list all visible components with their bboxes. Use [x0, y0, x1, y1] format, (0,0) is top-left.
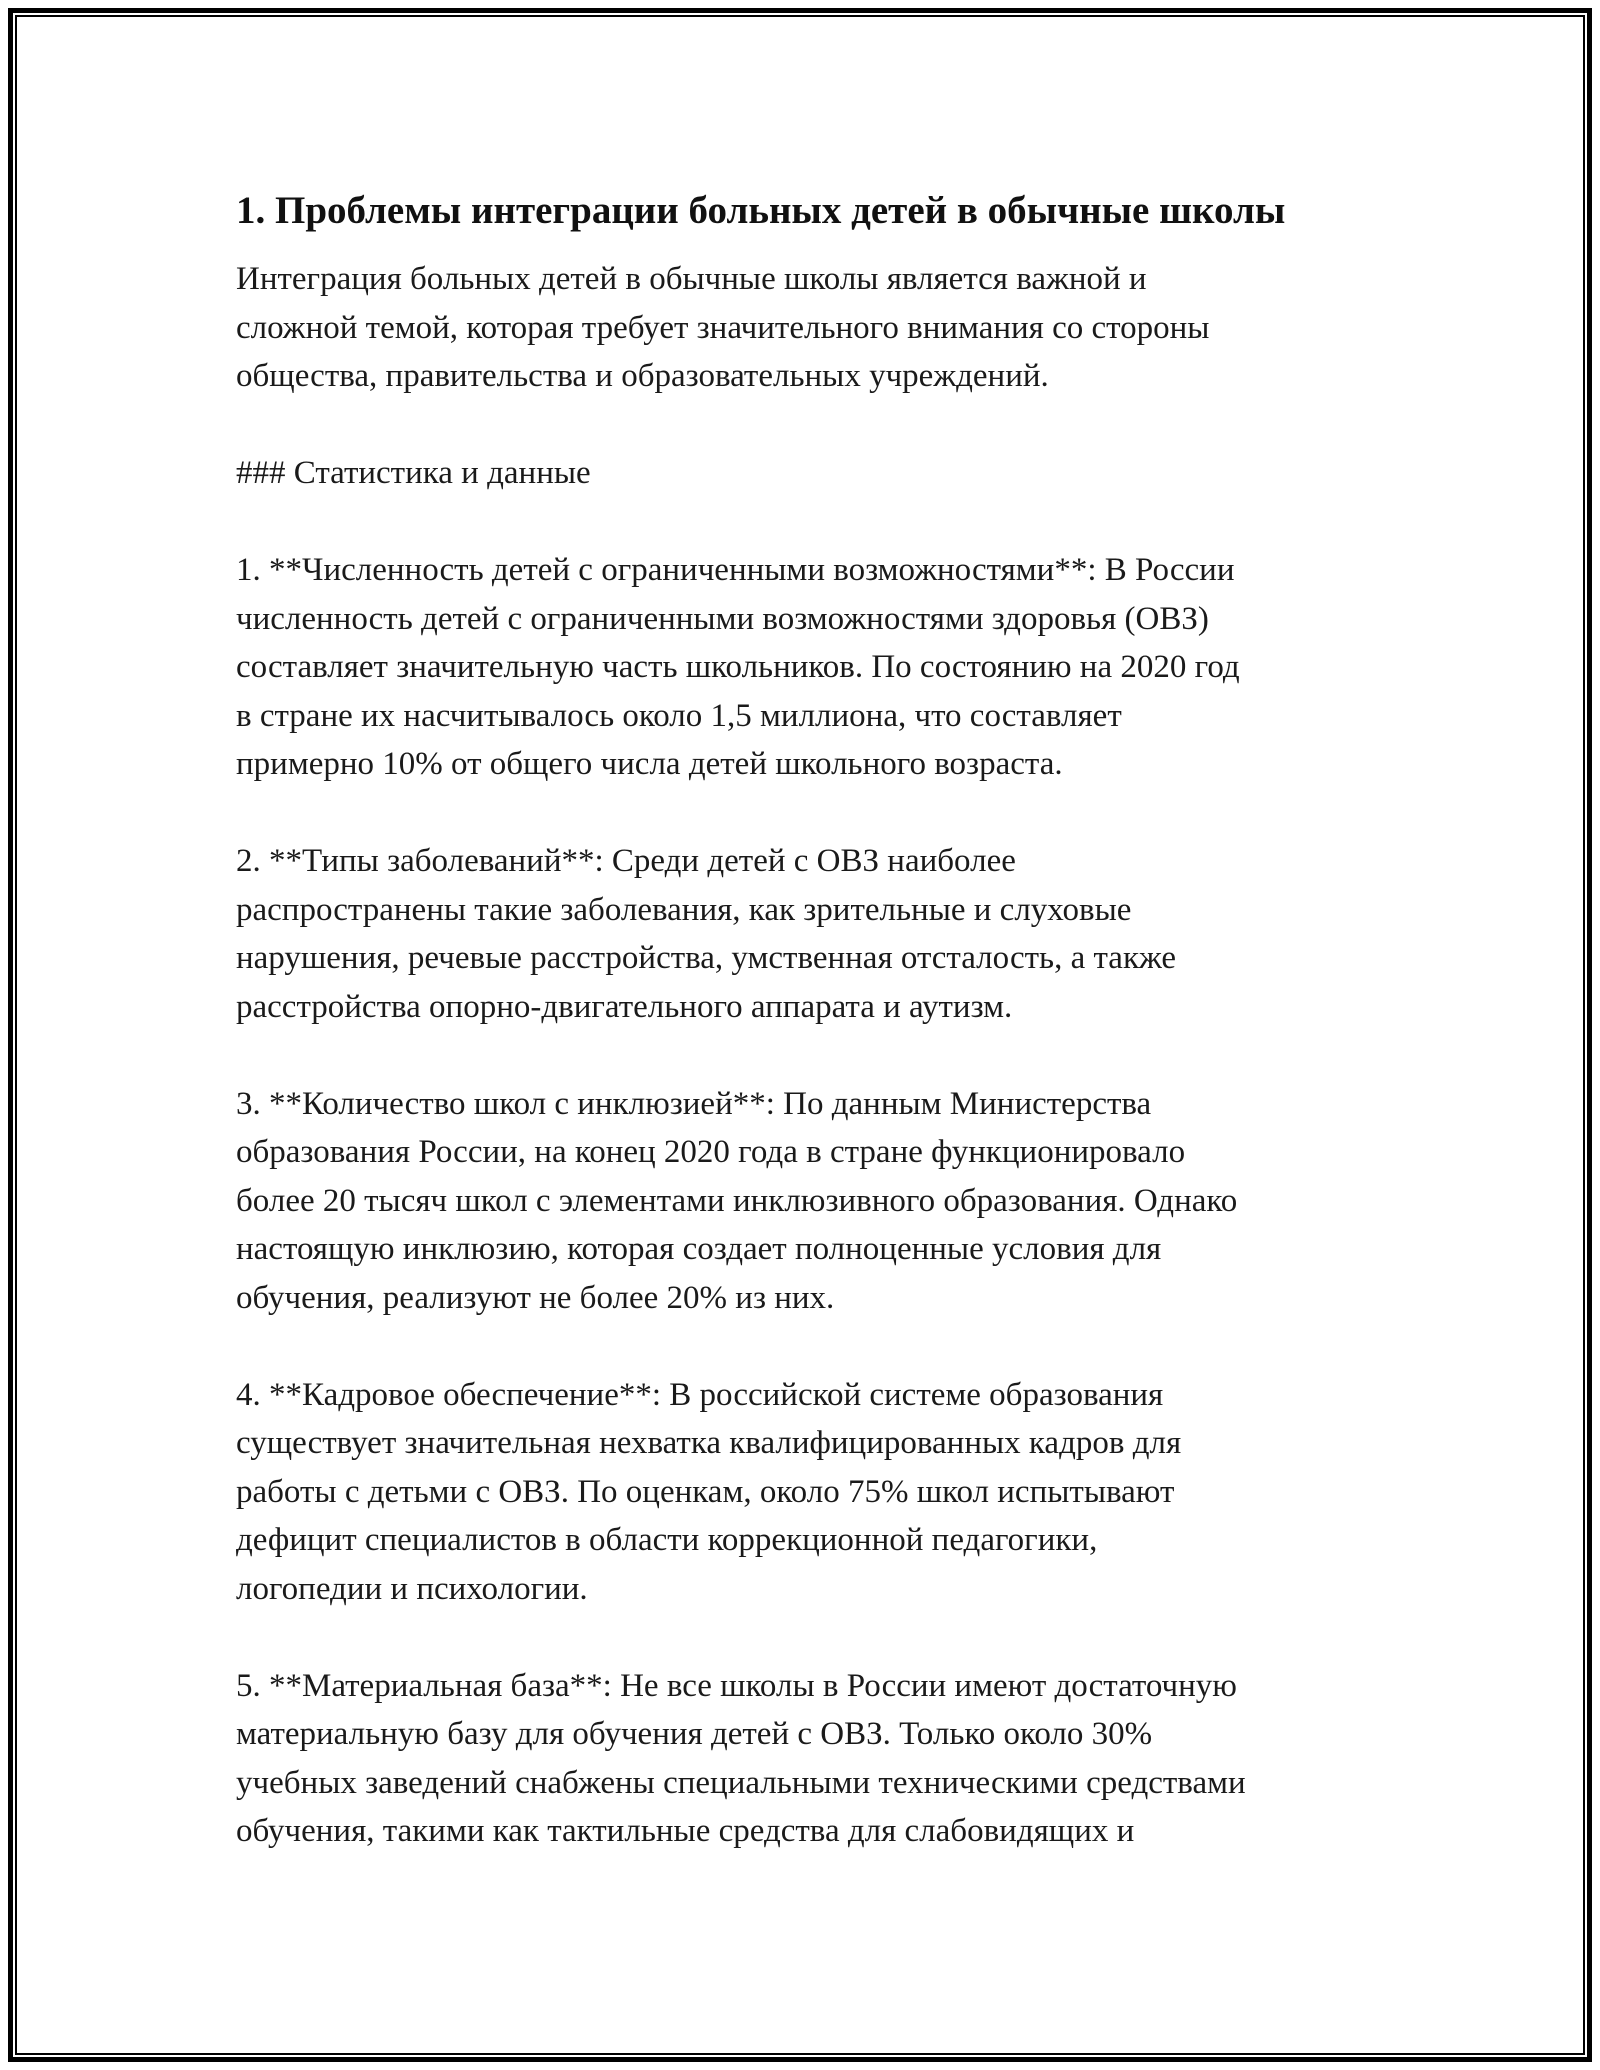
text-line: сложной темой, которая требует значительного внимания со стороны [236, 309, 1210, 346]
document-body [236, 187, 1386, 1904]
text-line: расстройства опорно-двигательного аппарата и аутизм. [236, 988, 1013, 1025]
text-line: 3. **Количество школ с инклюзией**: По данным Министерства [236, 1085, 1152, 1122]
text-line: дефицит специалистов в области коррекционной педагогики, [236, 1522, 1098, 1558]
text-line: более 20 тысяч школ с элементами инклюзивного образования. Однако [236, 1182, 1238, 1219]
list-item-3 [236, 1080, 1386, 1323]
text-line: 4. **Кадровое обеспечение**: В российской системе образования [236, 1376, 1164, 1413]
text-line: образования России, на конец 2020 года в стране функционировало [236, 1134, 1186, 1170]
list-item-2 [236, 837, 1386, 1031]
list-item-5 [236, 1662, 1386, 1856]
text-line: существует значительная нехватка квалифицированных кадров для [236, 1425, 1182, 1461]
text-line: обучения, такими как тактильные средства для слабовидящих и [236, 1813, 1135, 1849]
text-line: работы с детьми с ОВЗ. По оценкам, около 75% школ испытывают [236, 1473, 1175, 1510]
text-line: ### Статистика и данные [236, 455, 591, 491]
text-line: в стране их насчитывалось около 1,5 миллиона, что составляет [236, 697, 1122, 734]
text-line: материальную базу для обучения детей с ОВЗ. Только около 30% [236, 1716, 1153, 1752]
text-line: нарушения, речевые расстройства, умственная отсталость, а также [236, 940, 1177, 976]
text-line: Интеграция больных детей в обычные школы является важной и [236, 261, 1147, 297]
text-line: численность детей с ограниченными возможностями здоровья (ОВЗ) [236, 600, 1209, 637]
text-line: общества, правительства и образовательных учреждений. [236, 358, 1049, 394]
text-line: 5. **Материальная база**: Не все школы в России имеют достаточную [236, 1667, 1237, 1704]
section-heading-statistics [236, 449, 1386, 498]
text-line: учебных заведений снабжены специальными техническими средствами [236, 1764, 1246, 1801]
text-line: логопедии и психологии. [236, 1570, 588, 1607]
intro-paragraph [236, 255, 1386, 401]
text-line: 2. **Типы заболеваний**: Среди детей с ОВЗ наиболее [236, 843, 1016, 879]
text-line: настоящую инклюзию, которая создает полноценные условия для [236, 1231, 1162, 1267]
text-line: обучения, реализуют не более 20% из них. [236, 1279, 835, 1316]
list-item-4 [236, 1371, 1386, 1614]
text-line: составляет значительную часть школьников. По состоянию на 2020 год [236, 649, 1240, 685]
text-line: 1. **Численность детей с ограниченными возможностями**: В России [236, 552, 1235, 588]
list-item-1 [236, 546, 1386, 789]
document-title: 1. Проблемы интеграции больных детей в обычные школы [236, 189, 1286, 232]
text-line: примерно 10% от общего числа детей школьного возраста. [236, 746, 1063, 782]
text-line: распространены такие заболевания, как зрительные и слуховые [236, 891, 1132, 928]
